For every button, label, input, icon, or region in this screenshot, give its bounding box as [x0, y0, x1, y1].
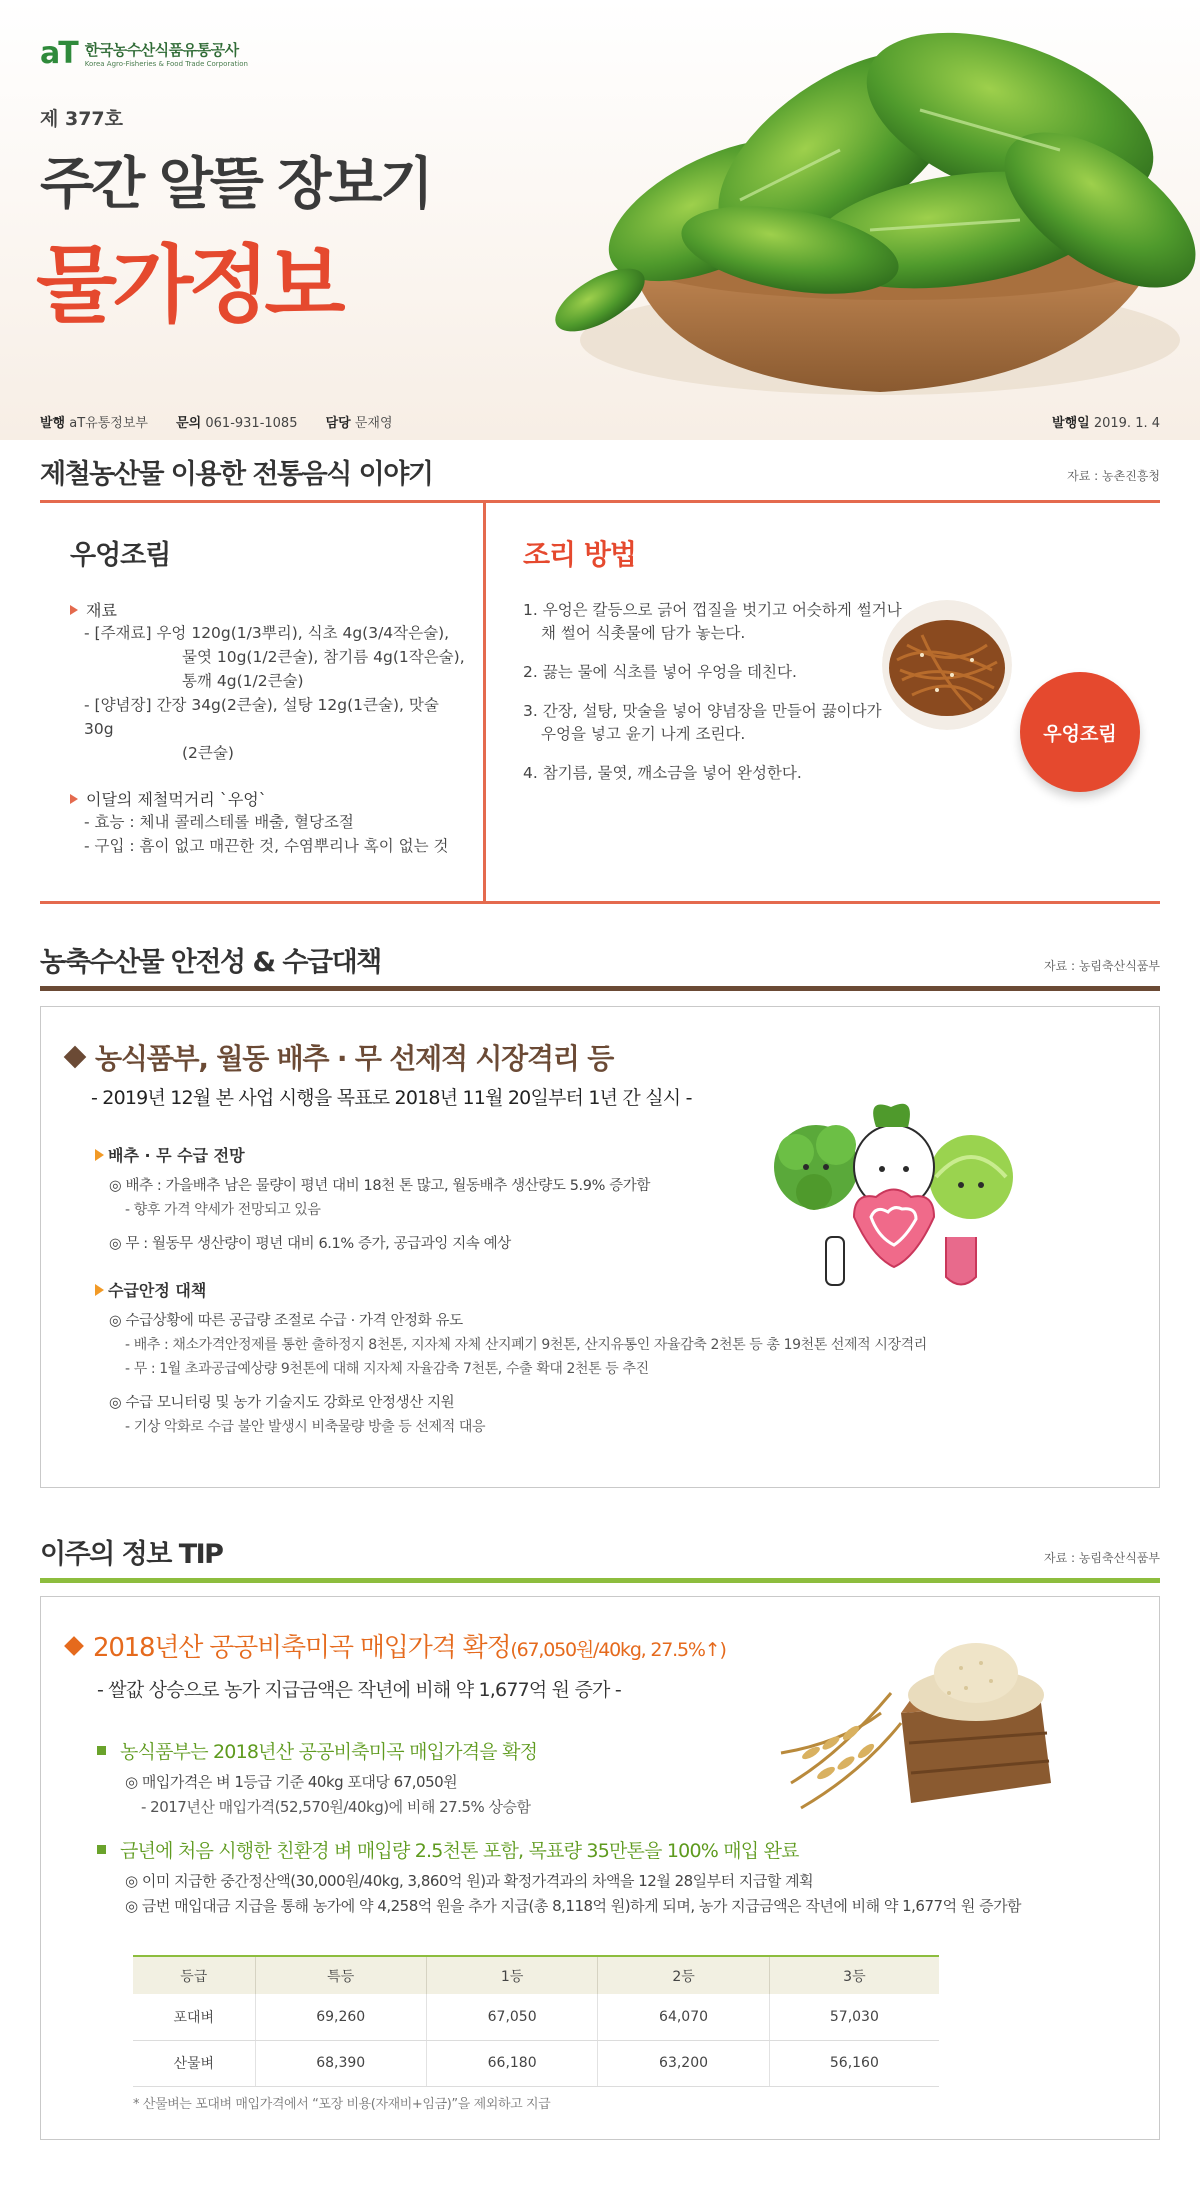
tip-headline-note: (67,050원/40kg, 27.5%↑)	[510, 1639, 726, 1661]
point-title: 금년에 처음 시행한 친환경 벼 매입량 2.5천톤 포함, 목표량 35만톤을 100% 매입 완료	[120, 1840, 799, 1862]
triangle-bullet-icon	[95, 1149, 104, 1161]
square-bullet-icon	[97, 1746, 106, 1755]
recipe-title: 조리 방법	[523, 538, 636, 571]
publication-info	[40, 412, 1160, 432]
measure-line: ◎ 수급 모니터링 및 농가 기술지도 강화로 안정생산 지원	[109, 1395, 455, 1411]
measure-line: ◎ 수급상황에 따른 공급량 조절로 수급 · 가격 안정화 유도	[109, 1313, 463, 1329]
publisher-label: 발행	[40, 416, 66, 431]
section-title: 농축수산물 안전성 & 수급대책	[40, 947, 381, 978]
point-line: ◎ 금번 매입대금 지급을 통해 농가에 약 4,258억 원을 추가 지급(총 8,118억 원)하게 되며, 농가 지급금액은 작년에 비해 약 1,677억 원 증가함	[125, 1897, 1022, 1915]
publisher: aT유통정보부	[69, 416, 148, 431]
section-source: 자료 : 농촌진흥청	[1067, 469, 1160, 483]
measure-line: - 기상 악화로 수급 불안 발생시 비축물량 방출 등 선제적 대응	[125, 1419, 486, 1435]
ingredient-line: 물엿 10g(1/2큰술), 참기름 4g(1작은술),	[182, 648, 465, 666]
table-header-row	[133, 1956, 939, 1994]
tip-subheadline: - 쌀값 상승으로 농가 지급금액은 작년에 비해 약 1,677억 원 증가 -	[97, 1679, 621, 1701]
column-header: 3등	[769, 1956, 939, 1994]
column-divider	[483, 503, 486, 901]
column-header: 2등	[598, 1956, 769, 1994]
supply-policy-box	[40, 1006, 1160, 1488]
newsletter-title: 주간 알뜰 장보기	[40, 152, 431, 217]
table-footnote: * 산물벼는 포대벼 매입가격에서 “포장 비용(자재비+임금)”을 제외하고 지급	[133, 2097, 551, 2112]
tip-headline: 2018년산 공공비축미곡 매입가격 확정	[93, 1633, 511, 1663]
diamond-bullet-icon	[64, 1046, 87, 1069]
recipe-step: 3. 간장, 설탕, 맛술을 넣어 양념장을 만들어 끓이다가 우엉을 넣고 윤기 나게 조린다.	[523, 702, 882, 743]
rice-box-illustration	[771, 1633, 1071, 1823]
outlook-line: ◎ 무 : 월동무 생산량이 평년 대비 6.1% 증가, 공급과잉 지속 예상	[109, 1236, 511, 1252]
dish-name: 우엉조림	[70, 540, 171, 571]
table-row	[133, 2040, 939, 2086]
table-cell: 56,160	[769, 2040, 939, 2086]
triangle-bullet-icon	[70, 794, 78, 804]
ingredient-line: - [양념장] 간장 34g(2큰술), 설탕 12g(1큰술), 맛술 30g	[84, 696, 439, 738]
table-cell: 69,260	[255, 1994, 426, 2040]
manager-name: 문재영	[354, 416, 393, 431]
contact-label: 문의	[176, 416, 202, 431]
section-source: 자료 : 농림축산식품부	[1043, 1551, 1160, 1565]
ingredients-title: 재료	[86, 601, 117, 620]
vegetable-characters-illustration	[766, 1097, 1026, 1297]
logo-korean-name: 한국농수산식품유통공사	[84, 41, 239, 59]
logo-english-name: Korea Agro-Fisheries & Food Trade Corporation	[84, 60, 248, 68]
header	[0, 0, 1200, 440]
section-traditional-food-header	[40, 452, 1160, 494]
point-line: ◎ 이미 지급한 중간정산액(30,000원/40kg, 3,860억 원)과 확정가격과의 차액을 12월 28일부터 지급할 계획	[125, 1872, 814, 1890]
column-header: 1등	[426, 1956, 597, 1994]
contact-number[interactable]: 061-931-1085	[205, 416, 298, 431]
point-line: - 2017년산 매입가격(52,570원/40kg)에 비해 27.5% 상승함	[141, 1798, 531, 1816]
section-tip-header	[40, 1532, 1160, 1576]
triangle-bullet-icon	[70, 605, 78, 615]
outlook-title: 배추 · 무 수급 전망	[108, 1146, 245, 1165]
outlook-line: ◎ 배추 : 가을배추 남은 물량이 평년 대비 18천 톤 많고, 월동배추 생산량도 5.9% 증가함	[109, 1178, 650, 1194]
section-title: 제철농산물 이용한 전통음식 이야기	[40, 459, 433, 490]
table-cell: 67,050	[426, 1994, 597, 2040]
issue-number: 제 377호	[40, 108, 123, 130]
logo-mark: aT	[40, 36, 77, 71]
ingredient-line: (2큰술)	[182, 744, 234, 762]
braised-burdock-image	[882, 600, 1012, 730]
ingredients-column	[70, 533, 470, 858]
table-cell: 포대벼	[133, 1994, 255, 2040]
measures-title: 수급안정 대책	[108, 1281, 207, 1300]
diamond-bullet-icon	[64, 1636, 84, 1656]
recipe-step: 4. 참기름, 물엿, 깨소금을 넣어 완성한다.	[523, 764, 802, 782]
spinach-bowl-image	[540, 0, 1200, 430]
section-safety-header	[40, 940, 1160, 984]
publish-date: 2019. 1. 4	[1093, 416, 1160, 431]
section-divider	[40, 986, 1160, 991]
column-header: 특등	[255, 1956, 426, 1994]
seasonal-line: - 효능 : 체내 콜레스테롤 배출, 혈당조절	[84, 813, 354, 831]
table-cell: 63,200	[598, 2040, 769, 2086]
square-bullet-icon	[97, 1845, 106, 1854]
date-label: 발행일	[1052, 416, 1090, 431]
recipe-step: 1. 우엉은 칼등으로 긁어 껍질을 벗기고 어슷하게 썰거나 채 썰어 식촛물에 담가 놓는다.	[523, 601, 902, 642]
section-source: 자료 : 농림축산식품부	[1043, 959, 1160, 973]
point-line: ◎ 매입가격은 벼 1등급 기준 40kg 포대당 67,050원	[125, 1773, 458, 1791]
column-header: 등급	[133, 1956, 255, 1994]
policy-headline: 농식품부, 월동 배추 · 무 선제적 시장격리 등	[95, 1042, 614, 1075]
ingredient-line: - [주재료] 우엉 120g(1/3뿌리), 식초 4g(3/4작은술),	[84, 624, 450, 642]
table-cell: 64,070	[598, 1994, 769, 2040]
seasonal-title: 이달의 제철먹거리 `우엉`	[86, 790, 267, 809]
outlook-line: - 향후 가격 약세가 전망되고 있음	[125, 1202, 321, 1218]
rice-price-table	[133, 1955, 939, 2087]
seasonal-line: - 구입 : 흠이 없고 매끈한 것, 수염뿌리나 혹이 없는 것	[84, 837, 449, 855]
dish-badge: 우엉조림	[1020, 672, 1140, 792]
newsletter-subtitle: 물가정보	[36, 236, 341, 334]
table-cell: 68,390	[255, 2040, 426, 2086]
section-title: 이주의 정보 TIP	[40, 1539, 223, 1570]
measure-line: - 무 : 1월 초과공급예상량 9천톤에 대해 지자체 자율감축 7천톤, 수출 확대 2천톤 등 추진	[125, 1361, 649, 1377]
ingredient-line: 통깨 4g(1/2큰술)	[182, 672, 304, 690]
rice-price-box	[40, 1596, 1160, 2140]
table-cell: 산물벼	[133, 2040, 255, 2086]
table-cell: 66,180	[426, 2040, 597, 2086]
policy-subheadline: - 2019년 12월 본 사업 시행을 목표로 2018년 11월 20일부터 1년 간 실시 -	[91, 1087, 692, 1109]
measure-line: - 배추 : 채소가격안정제를 통한 출하정지 8천톤, 지자체 자체 산지폐기 9천톤, 산지유통인 자율감축 2천톤 등 총 19천톤 선제적 시장격리	[125, 1337, 927, 1353]
table-row	[133, 1994, 939, 2040]
table-cell: 57,030	[769, 1994, 939, 2040]
point-title: 농식품부는 2018년산 공공비축미곡 매입가격을 확정	[120, 1741, 538, 1763]
at-logo[interactable]	[40, 36, 248, 71]
triangle-bullet-icon	[95, 1284, 104, 1296]
manager-label: 담당	[325, 416, 351, 431]
section-divider	[40, 1578, 1160, 1583]
recipe-step: 2. 끓는 물에 식초를 넣어 우엉을 데친다.	[523, 663, 797, 681]
